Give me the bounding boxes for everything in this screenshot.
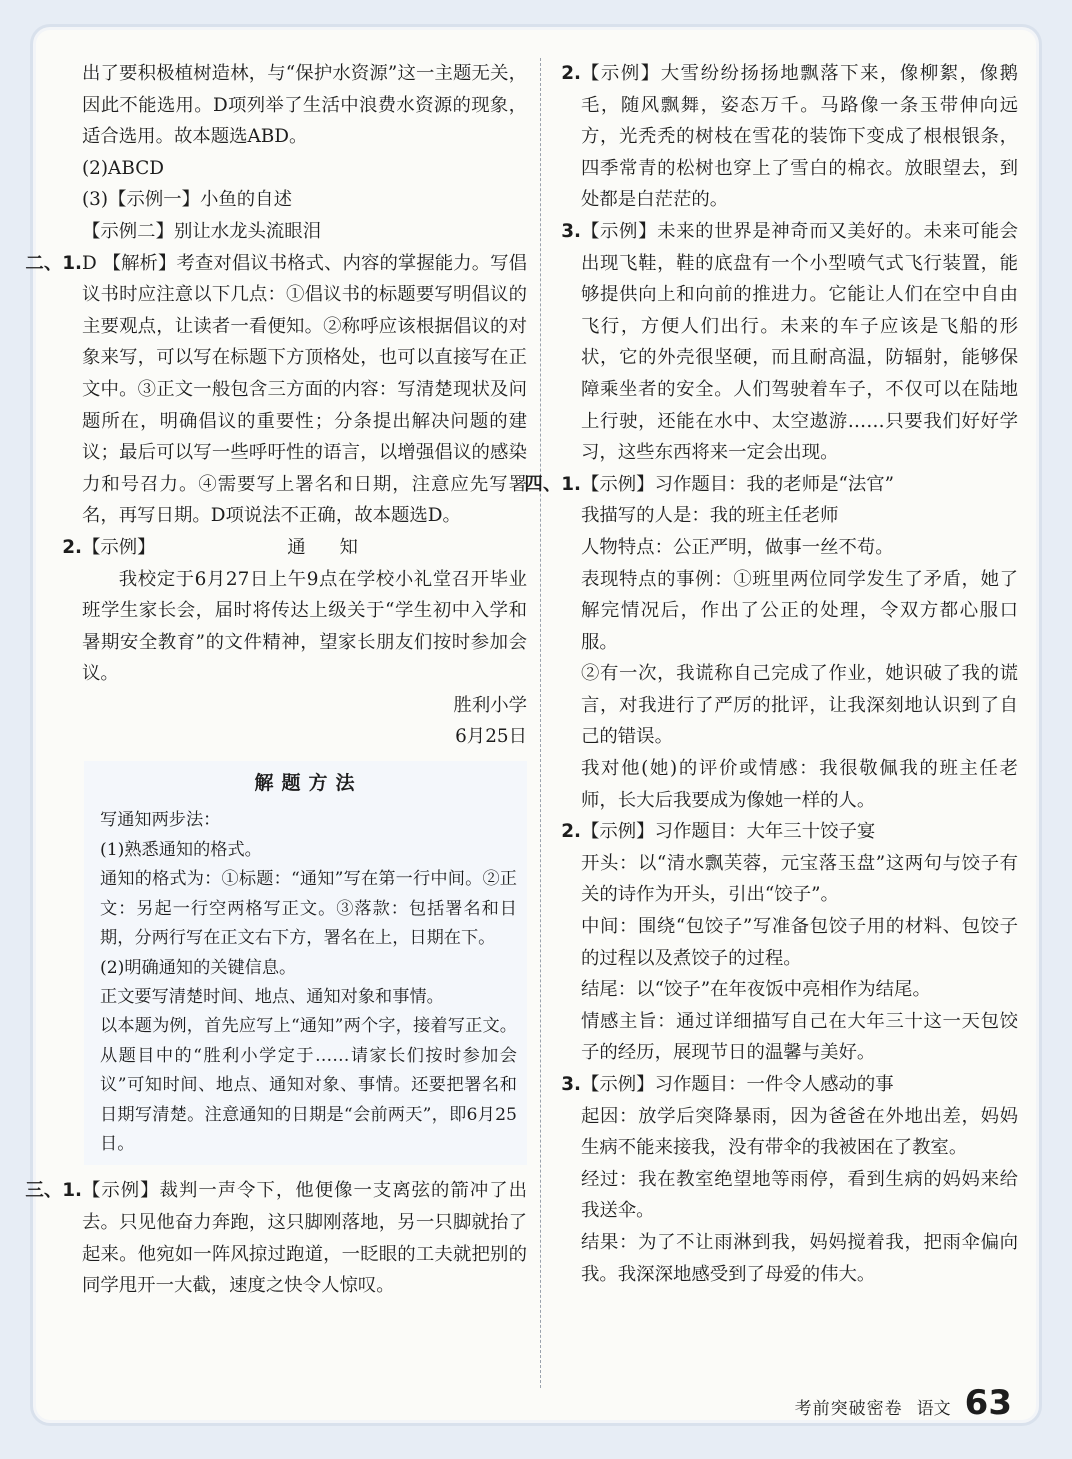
- outline-line: 情感主旨：通过详细描写自己在大年三十这一天包饺子的经历，展现节日的温馨与美好。: [581, 1010, 1018, 1064]
- outline-line: 我描写的人是：我的班主任老师: [581, 505, 839, 527]
- method-title: 解题方法: [254, 772, 363, 795]
- method-line: 通知的格式为：①标题：“通知”写在第一行中间。②正文：另起一行空两格写正文。③落款：包括署名和日期，分两行写在正文右下方，署名在上，日期在下。: [100, 869, 517, 949]
- notice-title: 通 知: [287, 536, 372, 558]
- notice-body: 我校定于6月27日上午9点在学校小礼堂召开毕业班学生家长会，届时将传达上级关于“学生初中入学和暑期安全教育”的文件精神，望家长朋友们按时参加会议。: [82, 568, 527, 685]
- outline-line: 起因：放学后突降暴雨，因为爸爸在外地出差，妈妈生病不能来接我，没有带伞的我被困在了教室。: [581, 1105, 1018, 1159]
- question-4-3: [561, 1069, 1018, 1101]
- notice-signature: 胜利小学: [453, 694, 527, 716]
- outline-line: ②有一次，我谎称自己完成了作业，她识破了我的谎言，对我进行了严厉的批评，让我深刻地认识到了自己的错误。: [581, 663, 1018, 748]
- question-2-1-number: 二、1.: [25, 252, 82, 274]
- method-line: (2)明确通知的关键信息。: [100, 957, 297, 978]
- question-3-1-text: 【示例】裁判一声令下，他便像一支离弦的箭冲了出去。只见他奋力奔跑，这只脚刚落地，另一只脚就抬了起来。他宛如一阵风掠过跑道，一眨眼的工夫就把别的同学甩开一大截，速度之快令人惊叹。: [82, 1180, 527, 1297]
- question-2-1-text: D 【解析】考查对倡议书格式、内容的掌握能力。写倡议书时应注意以下几点：①倡议书的标题要写明倡议的主要观点，让读者一看便知。②称呼应该根据倡议的对象来写，可以写在标题下方顶格处，也可以直接写在正文中。③正文一般包含三方面的内容：写清楚现状及问题所在，明确倡议的重要性；分条提出解决问题的建议；最后可以写一些呼吁性的语言，以增强倡议的感染力和号召力。④需要写上署名和日期，注意应先写署名，再写日期。D项说法不正确，故本题选D。: [82, 252, 527, 527]
- question-3-3: [561, 216, 1018, 469]
- subject-label: 语文: [916, 1399, 951, 1419]
- question-3-3-number: 3.: [561, 220, 581, 242]
- method-box: [84, 761, 527, 1165]
- question-2-2-number: 2.: [62, 536, 82, 558]
- question-4-2-number: 2.: [561, 821, 581, 843]
- question-3-2-number: 2.: [561, 63, 581, 84]
- page-footer: [795, 1383, 1012, 1423]
- outline-line: 表现特点的事例：①班里两位同学发生了矛盾，她了解完情况后，作出了公正的处理，令双方都心服口服。: [581, 568, 1018, 653]
- outline-line: 结尾：以“饺子”在年夜饭中亮相作为结尾。: [581, 979, 931, 1001]
- answer-3-example-1: (3)【示例一】小鱼的自述: [82, 189, 292, 211]
- outline-line: 中间：围绕“包饺子”写准备包饺子用的材料、包饺子的过程以及煮饺子的过程。: [581, 916, 1018, 969]
- method-line: 写通知两步法：: [100, 810, 221, 831]
- question-2-1: [25, 248, 527, 532]
- notice-date: 6月25日: [455, 726, 527, 748]
- question-3-2: [561, 58, 1018, 216]
- question-2-2-tag: 【示例】: [82, 536, 156, 558]
- question-3-1-number: 三、1.: [25, 1180, 82, 1202]
- outline-line: 开头：以“清水飘芙蓉，元宝落玉盘”这两句与饺子有关的诗作为开头，引出“饺子”。: [581, 852, 1018, 906]
- question-4-1-title: 【示例】习作题目：我的老师是“法官”: [581, 473, 895, 495]
- outline-line: 结果：为了不让雨淋到我，妈妈搅着我，把雨伞偏向我。我深深地感受到了母爱的伟大。: [581, 1231, 1018, 1285]
- question-4-3-title: 【示例】习作题目：一件令人感动的事: [581, 1074, 894, 1095]
- question-3-3-text: 【示例】未来的世界是神奇而又美好的。未来可能会出现飞鞋，鞋的底盘有一个小型喷气式飞行装置，能够提供向上和向前的推进力。它能让人们在空中自由飞行，方便人们出行。未来的车子应该是飞船的形状，它的外壳很坚硬，而且耐高温，防辐射，能够保障乘坐者的安全。人们驾驶着车子，不仅可以在陆地上行驶，还能在水中、太空遨游……只要我们好好学习，这些东西将来一定会出现。: [581, 220, 1018, 464]
- outline-line: 我对他(她)的评价或情感：我很敬佩我的班主任老师，长大后我要成为像她一样的人。: [581, 758, 1018, 811]
- question-4-1-number: 四、1.: [524, 473, 581, 495]
- outline-line: 人物特点：公正严明，做事一丝不苟。: [581, 536, 894, 558]
- method-line: 以本题为例，首先应写上“通知”两个字，接着写正文。从题目中的“胜利小学定于……请家长们按时参加会议”可知时间、地点、通知对象、事情。还要把署名和日期写清楚。注意通知的日期是“会前两天”，即6月25日。: [100, 1016, 517, 1154]
- book-title: 考前突破密卷: [794, 1399, 903, 1419]
- method-line: 正文要写清楚时间、地点、通知对象和事情。: [100, 986, 444, 1007]
- question-2-2: [62, 532, 527, 564]
- question-4-3-number: 3.: [561, 1074, 581, 1095]
- column-divider: [540, 58, 541, 1388]
- question-4-2: [561, 816, 1018, 848]
- question-4-1: [524, 469, 1018, 501]
- answer-3-example-2: 【示例二】别让水龙头流眼泪: [82, 220, 322, 242]
- outline-line: 经过：我在教室绝望地等雨停，看到生病的妈妈来给我送伞。: [581, 1168, 1018, 1222]
- left-column: [25, 58, 527, 1302]
- method-line: (1)熟悉通知的格式。: [100, 839, 262, 860]
- question-3-1: [25, 1175, 527, 1301]
- answer-continuation: 出了要积极植树造林，与“保护水资源”这一主题无关，因此不能选用。D项列举了生活中浪费水资源的现象，适合选用。故本题选ABD。: [82, 63, 527, 148]
- answer-2: (2)ABCD: [82, 157, 165, 179]
- page-number: 63: [964, 1383, 1012, 1423]
- question-4-2-title: 【示例】习作题目：大年三十饺子宴: [581, 821, 876, 843]
- right-column: [524, 58, 1018, 1290]
- question-3-2-text: 【示例】大雪纷纷扬扬地飘落下来，像柳絮，像鹅毛，随风飘舞，姿态万千。马路像一条玉带伸向远方，光秃秃的树枝在雪花的装饰下变成了根根银条，四季常青的松树也穿上了雪白的棉衣。放眼望去，到处都是白茫茫的。: [581, 63, 1018, 211]
